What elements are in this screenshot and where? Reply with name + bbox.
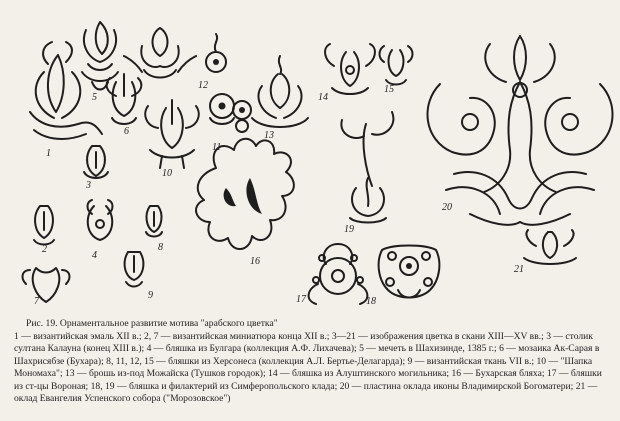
ornament-13-illustration [252,56,308,127]
figure-label-10: 10 [162,168,172,179]
figure-label-21: 21 [514,264,524,275]
ornament-16-illustration [196,139,294,249]
figure-label-4: 4 [92,250,97,261]
figure-label-3: 3 [86,180,91,191]
figure-label-2: 2 [42,244,47,255]
ornament-2-illustration [34,206,54,245]
figure-label-16: 16 [250,256,260,267]
ornament-14-illustration [325,44,375,94]
ornament-17-illustration [309,244,368,304]
figure-label-8: 8 [158,242,163,253]
figure-label-11: 11 [212,142,222,153]
figure-label-17: 17 [296,294,306,305]
ornament-6-illustration [107,74,142,124]
figure-label-5: 5 [92,92,97,103]
ornament-19-illustration [341,112,393,223]
ornament-top-center-illustration [124,28,196,78]
ornament-3-illustration [84,146,108,178]
ornament-10-illustration [145,100,199,168]
ornament-4-illustration [88,200,113,240]
ornament-9-illustration [125,252,144,287]
figure-label-9: 9 [148,290,153,301]
ornament-15-illustration [380,46,413,85]
figure-label-1: 1 [46,148,51,159]
figure-caption [14,318,612,406]
ornament-18-illustration [379,246,440,298]
caption-body: 1 — византийская эмаль XII в.; 2, 7 — византийская миниатюра конца XII в.; 3—21 — изображения цветка в скани XIII—XV вв.; 3 — столик султана Калауна (конец XIII в.); 4 — бляшка из Булгара (коллекция А.Ф. Лихачева); 5 — мечеть в Шахизинде, 1385 г.; 6 — мозаика Ак-Сарая в Шахрисябзе (Бухара); 8, 11, 12, 15 — бляшки из Херсонеса (коллекция А.Л. Бертье-Делагарда); 9 — византийская ткань VII в.; 10 — "Шапка Мономаха"; 13 — брошь из-под Можайска (Тушков городок); 14 — бляшка из Алуштинского могильника; 16 — Бухарская бляха; 17 — бляшки из ст-цы Вороная; 18, 19 — бляшка и филактерий из Симферопольского клада; 20 — пластина оклада иконы Владимирской Богоматери; 21 — оклад Евангелия Успенского собора ("Морозовское") [14,330,602,404]
figure-label-12: 12 [198,80,208,91]
figure-label-13: 13 [264,130,274,141]
figure-label-14: 14 [318,92,328,103]
figure-label-6: 6 [124,126,129,137]
ornament-12-illustration [233,101,251,132]
ornament-21-illustration [524,230,576,264]
ornament-11-illustration [206,34,234,124]
figure-label-7: 7 [34,296,39,307]
ornament-20-illustration [428,36,613,225]
figure-label-15: 15 [384,84,394,95]
figure-label-18: 18 [366,296,376,307]
ornament-8-illustration [146,206,162,237]
figure-label-20: 20 [442,202,452,213]
ornament-5-illustration [82,22,118,90]
caption-title: Рис. 19. Орнаментальное развитие мотива "арабского цветка" [26,318,278,329]
ornament-7-illustration [23,268,70,302]
figure-label-19: 19 [344,224,354,235]
